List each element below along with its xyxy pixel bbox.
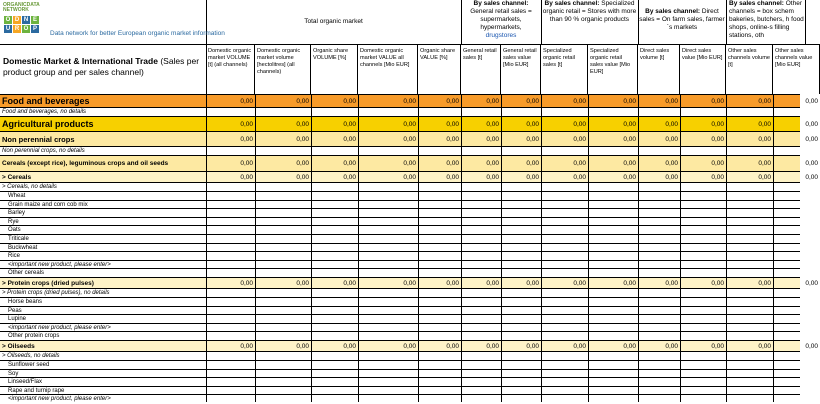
row-label[interactable]: Non perennial crops, no details [2,148,85,154]
column-divider [541,94,542,402]
value-cell[interactable]: 0,00 [343,280,356,287]
sheet-title [3,56,203,78]
tagline: Data network for better European organic market information [50,30,225,37]
column-header[interactable]: Other sales channels volume [t] [726,44,773,94]
value-cell[interactable]: 0,00 [805,136,818,143]
value-cell[interactable]: 0,00 [403,160,416,167]
sheet-title-sub: (Sales per product group and per sales channel) [3,56,200,77]
logo-brand-line1: ORGANICDATA [3,2,40,8]
value-cell[interactable]: 0,00 [573,136,586,143]
value-cell[interactable]: 0,00 [446,343,459,350]
column-divider [726,94,727,402]
logo-tile: U [5,26,11,32]
column-header[interactable]: Organic share VOLUME [%] [311,44,358,94]
row-label[interactable]: Horse beans [8,299,43,305]
value-cell[interactable]: 0,00 [526,136,539,143]
value-cell[interactable]: 0,00 [403,174,416,181]
row-label[interactable]: Other protein crops [8,333,60,340]
value-cell[interactable]: 0,00 [343,343,356,350]
row-label[interactable]: <important new product, please enter> [8,396,111,403]
row-label[interactable]: Lupine [8,316,27,323]
other-text: Other channels = box schem bakeries, butchers, h food shops, online-s filling stations, oth [729,0,804,39]
value-cell[interactable]: 0,00 [573,121,586,128]
value-cell[interactable]: 0,00 [403,280,416,287]
logo-brand [3,3,40,13]
value-cell[interactable]: 0,00 [623,280,636,287]
row-label[interactable]: Food and beverages, no details [2,109,87,115]
value-cell[interactable]: 0,00 [805,121,818,128]
sheet-title-cell [0,44,207,95]
row-label[interactable]: Peas [8,307,22,314]
row-label[interactable]: Wheat [8,193,26,199]
direct-text: Direct sales = On farm sales, farmer´s markets [639,8,725,31]
value-cell[interactable]: 0,00 [240,98,253,105]
value-cell[interactable]: 0,00 [240,136,253,143]
logo-tile: N [23,17,29,23]
value-cell[interactable]: 0,00 [758,98,771,105]
value-cell[interactable]: 0,00 [296,343,309,350]
value-cell[interactable]: 0,00 [403,121,416,128]
value-cell[interactable]: 0,00 [486,121,499,128]
row-label[interactable]: Sunflower seed [8,362,50,368]
value-cell[interactable]: 0,00 [711,121,724,128]
value-cell[interactable]: 0,00 [623,174,636,181]
row-label[interactable]: Linseed/Flax [8,379,43,386]
column-divider [358,94,359,402]
column-header[interactable]: Specialized organic retail sales [t] [541,44,588,94]
value-cell[interactable]: 0,00 [446,121,459,128]
value-cell[interactable]: 0,00 [805,174,818,181]
column-header[interactable]: Organic share VALUE [%] [418,44,461,94]
logo-tile: R [14,26,20,32]
general-retail-text: General retail sales = supermarkets, hypermarkets, [470,8,532,31]
value-cell[interactable]: 0,00 [573,343,586,350]
value-cell[interactable]: 0,00 [240,160,253,167]
row-label[interactable]: Rice [8,253,21,260]
specialized-banner [541,0,639,44]
value-cell[interactable]: 0,00 [665,121,678,128]
row-label[interactable]: <important new product, please enter> [8,261,111,268]
column-header[interactable]: Domestic organic market VALUE all channels [Mio EUR] [358,44,418,94]
value-cell[interactable]: 0,00 [486,136,499,143]
value-cell[interactable]: 0,00 [573,280,586,287]
row-label[interactable]: Rape and turnip rape [8,387,65,394]
logo-area [0,0,225,44]
row-label[interactable]: > Oilseeds, no details [2,353,60,359]
specialized-text: Specialized organic retail = Stores with more than 90 % organic products [542,0,637,23]
row-label[interactable]: Non perennial crops [2,135,75,144]
value-cell[interactable]: 0,00 [758,121,771,128]
column-divider [418,94,419,402]
column-header[interactable]: Domestic organic market volume [hectolitres] (all channels) [255,44,311,94]
row-label[interactable]: Soy [8,370,19,377]
value-cell[interactable]: 0,00 [296,160,309,167]
value-cell[interactable]: 0,00 [758,136,771,143]
value-cell[interactable]: 0,00 [343,98,356,105]
column-header[interactable]: General retail sales [t] [461,44,501,94]
value-cell[interactable]: 0,00 [758,343,771,350]
column-divider [255,94,256,402]
row-label[interactable]: Oats [8,227,21,234]
value-cell[interactable]: 0,00 [446,174,459,181]
value-cell[interactable]: 0,00 [711,280,724,287]
value-cell[interactable]: 0,00 [665,98,678,105]
value-cell[interactable]: 0,00 [526,280,539,287]
value-cell[interactable]: 0,00 [240,174,253,181]
column-header[interactable]: Domestic organic market VOLUME [t] (all channels) [206,44,255,94]
column-header[interactable]: Direct sales volume [t] [638,44,680,94]
total-market-banner [206,0,462,44]
value-cell[interactable]: 0,00 [486,174,499,181]
sheet-title-main: Domestic Market & International Trade [3,56,158,66]
column-divider [638,94,639,402]
value-cell[interactable]: 0,00 [526,98,539,105]
general-retail-title: By sales channel: [473,0,529,7]
value-cell[interactable]: 0,00 [486,98,499,105]
value-cell[interactable]: 0,00 [623,136,636,143]
row-label[interactable]: Barley [8,210,26,217]
value-cell[interactable]: 0,00 [623,160,636,167]
value-cell[interactable]: 0,00 [758,174,771,181]
value-cell[interactable]: 0,00 [240,280,253,287]
value-cell[interactable]: 0,00 [486,280,499,287]
column-divider [461,94,462,402]
column-divider [501,94,502,402]
value-cell[interactable]: 0,00 [343,174,356,181]
value-cell[interactable]: 0,00 [665,160,678,167]
value-cell[interactable]: 0,00 [711,174,724,181]
value-cell[interactable]: 0,00 [665,174,678,181]
value-cell[interactable]: 0,00 [296,121,309,128]
value-cell[interactable]: 0,00 [573,174,586,181]
value-cell[interactable]: 0,00 [526,160,539,167]
value-cell[interactable]: 0,00 [296,136,309,143]
row-label[interactable]: <important new product, please enter> [8,324,111,331]
value-cell[interactable]: 0,00 [486,343,499,350]
row-label[interactable]: Food and beverages [2,96,90,106]
total-market-label: Total organic market [304,18,363,25]
column-header[interactable]: Other sales channels value [Mio EUR] [773,44,820,94]
value-cell[interactable]: 0,00 [623,343,636,350]
row-label[interactable]: > Cereals [2,174,32,181]
value-cell[interactable]: 0,00 [758,280,771,287]
value-cell[interactable]: 0,00 [526,174,539,181]
row-label[interactable]: Grain maize and corn cob mix [8,201,88,208]
value-cell[interactable]: 0,00 [805,343,818,350]
logo-tile: O [5,17,11,23]
logo-tile: E [32,17,37,23]
row-label[interactable]: Triticale [8,236,29,242]
logo-tile: O [23,26,29,32]
other-title: By sales channel: [729,0,784,7]
row-label[interactable]: Agricultural products [2,119,94,129]
column-header[interactable]: General retail sales value [Mio EUR] [501,44,541,94]
column-divider [588,94,589,402]
value-cell[interactable]: 0,00 [526,121,539,128]
value-cell[interactable]: 0,00 [446,98,459,105]
column-divider [311,94,312,402]
value-cell[interactable]: 0,00 [665,136,678,143]
value-cell[interactable]: 0,00 [711,343,724,350]
specialized-title: By sales channel: [544,0,600,7]
value-cell[interactable]: 0,00 [446,160,459,167]
column-header[interactable]: Direct sales value [Mio EUR] [680,44,726,94]
value-cell[interactable]: 0,00 [711,160,724,167]
row-label[interactable]: > Protein crops (dried pulses), no details [2,290,110,296]
value-cell[interactable]: 0,00 [573,98,586,105]
value-cell[interactable]: 0,00 [805,280,818,287]
logo-brand-line2: NETWORK [3,7,29,13]
value-cell[interactable]: 0,00 [343,121,356,128]
value-cell[interactable]: 0,00 [343,136,356,143]
general-retail-banner [461,0,542,44]
row-label[interactable]: Cereals (except rice), leguminous crops and oil seeds [2,160,169,167]
value-cell[interactable]: 0,00 [240,343,253,350]
direct-title: By sales channel: [645,8,701,15]
logo-tile: D [14,17,20,23]
other-channels-banner [726,0,806,44]
value-cell[interactable]: 0,00 [486,160,499,167]
value-cell[interactable]: 0,00 [665,280,678,287]
value-cell[interactable]: 0,00 [805,98,818,105]
logo-tiles [4,16,39,33]
column-divider [773,94,774,402]
value-cell[interactable]: 0,00 [403,343,416,350]
value-cell[interactable]: 0,00 [296,174,309,181]
drugstores-link[interactable]: drugstores [485,32,517,39]
logo-tile: P [32,26,37,32]
value-cell[interactable]: 0,00 [343,160,356,167]
column-divider [680,94,681,402]
value-cell[interactable]: 0,00 [296,280,309,287]
value-cell[interactable]: 0,00 [526,343,539,350]
value-cell[interactable]: 0,00 [446,136,459,143]
value-cell[interactable]: 0,00 [623,121,636,128]
row-label[interactable]: > Cereals, no details [2,184,57,190]
direct-sales-banner [638,0,727,44]
value-cell[interactable]: 0,00 [446,280,459,287]
value-cell[interactable]: 0,00 [573,160,586,167]
value-cell[interactable]: 0,00 [403,98,416,105]
value-cell[interactable]: 0,00 [665,343,678,350]
column-divider [206,94,207,402]
column-header[interactable]: Specialized organic retail sales value [Mio EUR] [588,44,638,94]
value-cell[interactable]: 0,00 [805,160,818,167]
row-label[interactable]: Buckwheat [8,244,38,251]
value-cell[interactable]: 0,00 [403,136,416,143]
value-cell[interactable]: 0,00 [758,160,771,167]
value-cell[interactable]: 0,00 [623,98,636,105]
value-cell[interactable]: 0,00 [711,136,724,143]
row-label[interactable]: > Oilseeds [2,343,35,350]
value-cell[interactable]: 0,00 [296,98,309,105]
row-label[interactable]: Other cereals [8,270,45,277]
row-label[interactable]: > Protein crops (dried pulses) [2,280,94,287]
row-label[interactable]: Rye [8,218,19,225]
value-cell[interactable]: 0,00 [711,98,724,105]
value-cell[interactable]: 0,00 [240,121,253,128]
